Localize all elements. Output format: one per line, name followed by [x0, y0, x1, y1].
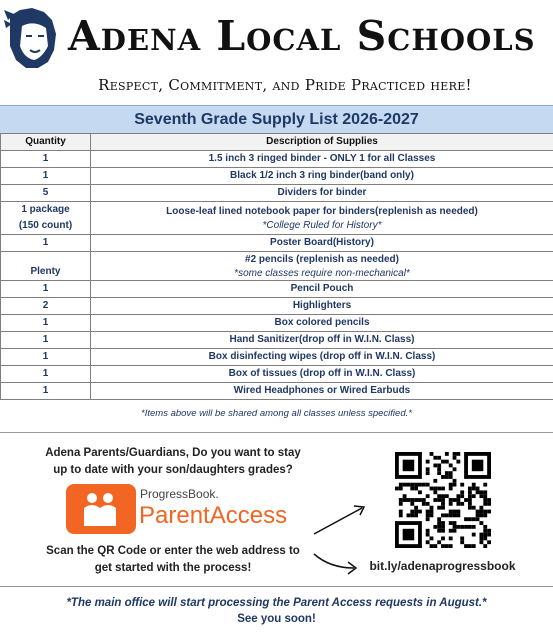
table-row — [1, 202, 553, 235]
description-text: Wired Headphones or Wired Earbuds — [233, 385, 411, 396]
qr-code[interactable] — [395, 452, 491, 548]
footer-signoff: See you soon! — [237, 613, 316, 625]
school-motto: Respect, Commitment, and Pride Practiced here! — [98, 76, 472, 94]
description-cell — [91, 151, 553, 168]
quantity-value: 1 — [42, 153, 49, 164]
progressbook-family-icon — [66, 484, 136, 534]
table-row — [1, 281, 553, 298]
parent-question-line-1: Adena Parents/Guardians, Do you want to stay — [45, 447, 301, 459]
description-cell — [91, 202, 553, 235]
table-row — [1, 315, 553, 332]
quantity-value: 1 — [42, 170, 49, 181]
section-divider — [0, 432, 553, 433]
title-bar — [0, 105, 553, 134]
quantity-cell — [1, 315, 91, 332]
description-cell — [91, 235, 553, 252]
progressbook-url[interactable]: bit.ly/adenaprogressbook — [369, 559, 516, 573]
parentaccess-logo-text: ParentAccess — [139, 502, 288, 529]
progressbook-logo-text: ProgressBook. — [140, 487, 219, 501]
table-row — [1, 298, 553, 315]
description-text: Box colored pencils — [274, 317, 370, 328]
scan-line-1: Scan the QR Code or enter the web address to — [46, 545, 300, 557]
school-mascot-logo — [4, 6, 62, 72]
quantity-subvalue: (150 count) — [18, 220, 73, 231]
quantity-cell — [1, 281, 91, 298]
table-row — [1, 168, 553, 185]
table-row — [1, 235, 553, 252]
parent-question-line-2: up to date with your son/daughters grades? — [53, 464, 293, 476]
quantity-cell — [1, 168, 91, 185]
description-cell — [91, 366, 553, 383]
quantity-cell — [1, 151, 91, 168]
quantity-cell — [1, 252, 91, 281]
quantity-value: 1 — [42, 334, 49, 345]
table-header-row — [1, 134, 553, 151]
description-cell — [91, 281, 553, 298]
table-row — [1, 151, 553, 168]
description-text: 1.5 inch 3 ringed binder - ONLY 1 for all Classes — [208, 153, 436, 164]
description-text: Poster Board(History) — [270, 237, 374, 248]
parent-question — [28, 445, 318, 479]
school-name: Adena Local Schools — [68, 12, 536, 60]
description-text: Box of tissues (drop off in W.I.N. Class) — [228, 368, 416, 379]
description-text: Highlighters — [292, 300, 352, 311]
quantity-cell — [1, 185, 91, 202]
description-header: Description of Supplies — [91, 134, 553, 151]
scan-line-2: get started with the process! — [94, 562, 252, 574]
quantity-value: Plenty — [30, 266, 61, 277]
table-row — [1, 383, 553, 400]
description-cell — [91, 298, 553, 315]
scan-instructions — [28, 543, 318, 577]
description-text: Dividers for binder — [277, 187, 367, 198]
description-text: Pencil Pouch — [290, 283, 354, 294]
description-text: Hand Sanitizer(drop off in W.I.N. Class) — [229, 334, 415, 345]
description-note: *some classes require non-mechanical* — [234, 268, 410, 279]
description-cell — [91, 383, 553, 400]
description-cell — [91, 315, 553, 332]
quantity-value: 1 — [42, 237, 49, 248]
arrow-icon — [310, 502, 370, 538]
description-text: Loose-leaf lined notebook paper for binders(replenish as needed) — [166, 206, 478, 217]
quantity-header: Quantity — [1, 134, 91, 151]
supply-table — [0, 133, 553, 400]
table-row — [1, 185, 553, 202]
description-cell — [91, 252, 553, 281]
table-row — [1, 332, 553, 349]
description-text: Black 1/2 inch 3 ring binder(band only) — [230, 170, 414, 181]
quantity-value: 1 — [42, 385, 49, 396]
quantity-cell — [1, 366, 91, 383]
description-cell — [91, 349, 553, 366]
quantity-cell — [1, 349, 91, 366]
quantity-cell — [1, 235, 91, 252]
shared-note: *Items above will be shared among all classes unless specified.* — [141, 408, 412, 419]
footer-divider — [0, 586, 553, 587]
description-cell — [91, 168, 553, 185]
quantity-value: 1 — [42, 317, 49, 328]
quantity-cell — [1, 202, 91, 235]
description-text: Box disinfecting wipes (drop off in W.I.N. Class) — [208, 351, 436, 362]
quantity-cell — [1, 332, 91, 349]
description-cell — [91, 332, 553, 349]
footer-notice: *The main office will start processing the Parent Access requests in August.* — [66, 597, 487, 609]
table-row — [1, 349, 553, 366]
quantity-value: 5 — [42, 187, 49, 198]
table-row — [1, 366, 553, 383]
quantity-cell — [1, 383, 91, 400]
table-row — [1, 252, 553, 281]
page-title: Seventh Grade Supply List 2026-2027 — [134, 111, 419, 128]
quantity-value: 1 — [42, 368, 49, 379]
description-cell — [91, 185, 553, 202]
quantity-cell — [1, 298, 91, 315]
quantity-value: 2 — [42, 300, 49, 311]
header — [0, 0, 553, 104]
description-note: *College Ruled for History* — [262, 220, 382, 231]
description-text: #2 pencils (replenish as needed) — [245, 254, 399, 265]
quantity-value: 1 — [42, 283, 49, 294]
quantity-value: 1 — [42, 351, 49, 362]
quantity-value: 1 package — [21, 204, 70, 215]
